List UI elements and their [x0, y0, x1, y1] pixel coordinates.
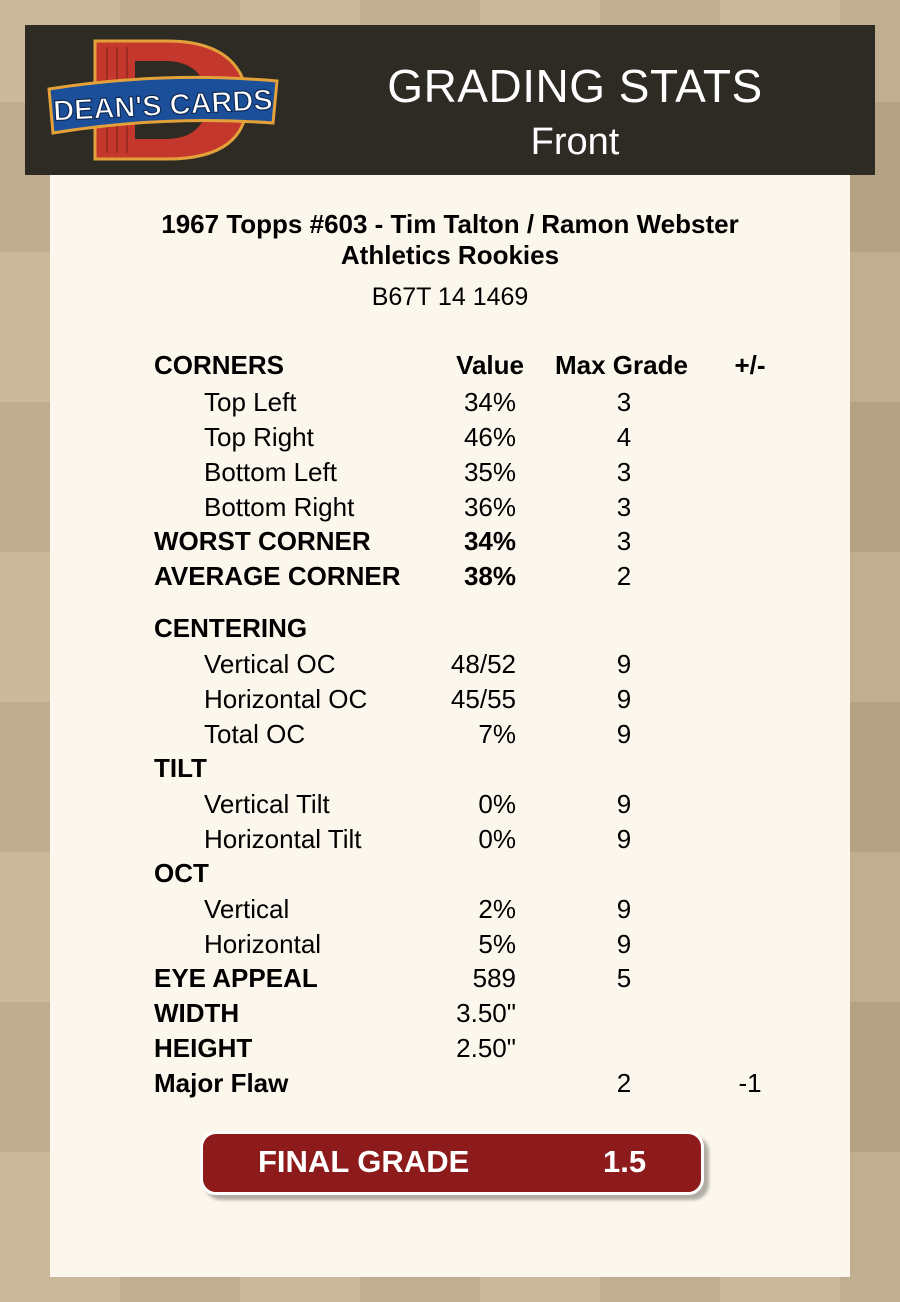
page-title: GRADING STATS: [387, 60, 763, 112]
centering-row-vertical-oc: [50, 647, 850, 681]
row-value: 5%: [478, 929, 516, 959]
row-value: 0%: [478, 824, 516, 854]
row-max-grade: 3: [616, 457, 632, 487]
centering-section-row: [50, 611, 850, 645]
row-max-grade: 5: [616, 963, 632, 993]
row-label: HEIGHT: [154, 1033, 253, 1063]
row-label: Bottom Left: [204, 457, 337, 487]
worst-corner-row: [50, 524, 850, 558]
final-grade-badge: [200, 1131, 704, 1195]
row-label: Horizontal Tilt: [204, 824, 362, 854]
row-max-grade: 9: [616, 684, 632, 714]
oct-row-vertical: [50, 892, 850, 926]
corner-row-top-left: [50, 385, 850, 419]
row-value: 0%: [478, 789, 516, 819]
oct-section-row: [50, 856, 850, 890]
row-label: Bottom Right: [204, 492, 355, 522]
row-value: 38%: [463, 561, 516, 591]
deans-cards-logo: [47, 37, 279, 163]
corner-row-top-right: [50, 420, 850, 454]
eye-appeal-row: [50, 961, 850, 995]
row-value: 2%: [478, 894, 516, 924]
card-code: B67T 14 1469: [371, 283, 529, 311]
centering-section-label: CENTERING: [154, 613, 308, 643]
row-max-grade: 2: [616, 1068, 632, 1098]
card-title-line2: Athletics Rookies: [340, 240, 560, 270]
page-subtitle: Front: [530, 121, 620, 163]
major-flaw-row: [50, 1066, 850, 1100]
tilt-row-horizontal: [50, 822, 850, 856]
average-corner-row: [50, 559, 850, 593]
row-max-grade: 4: [616, 422, 632, 452]
row-label: Top Left: [204, 387, 297, 417]
tilt-section-row: [50, 751, 850, 785]
max-grade-column-header: Max Grade: [555, 350, 688, 380]
header-bar: [25, 25, 875, 175]
row-label: Vertical OC: [204, 649, 336, 679]
row-max-grade: 9: [616, 894, 632, 924]
final-grade-label: FINAL GRADE: [258, 1144, 470, 1179]
row-value: 34%: [463, 526, 516, 556]
tilt-row-vertical: [50, 787, 850, 821]
row-label: Vertical Tilt: [204, 789, 330, 819]
row-label: WORST CORNER: [154, 526, 371, 556]
row-max-grade: 3: [616, 492, 632, 522]
row-label: Top Right: [204, 422, 314, 452]
tilt-section-label: TILT: [154, 753, 207, 783]
row-value: 589: [472, 963, 516, 993]
value-column-header: Value: [456, 350, 524, 380]
stats-header-row: [50, 348, 850, 382]
card-title-line1: 1967 Topps #603 - Tim Talton / Ramon Webster: [161, 209, 739, 239]
row-label: AVERAGE CORNER: [154, 561, 401, 591]
row-label: EYE APPEAL: [154, 963, 318, 993]
row-max-grade: 9: [616, 824, 632, 854]
row-value: 48/52: [450, 649, 516, 679]
centering-row-total-oc: [50, 717, 850, 751]
centering-row-horizontal-oc: [50, 682, 850, 716]
row-value: 35%: [463, 457, 516, 487]
grading-panel: [50, 175, 850, 1277]
plus-minus-column-header: +/-: [734, 350, 766, 380]
row-value: 34%: [463, 387, 516, 417]
row-max-grade: 3: [616, 387, 632, 417]
corners-section-label: CORNERS: [154, 350, 285, 380]
corner-row-bottom-right: [50, 490, 850, 524]
logo-text: DEAN'S CARDS: [52, 84, 274, 128]
row-label: Major Flaw: [154, 1068, 289, 1098]
row-label: Horizontal: [204, 929, 322, 959]
row-label: Total OC: [204, 719, 306, 749]
row-value: 45/55: [450, 684, 516, 714]
row-label: Vertical: [204, 894, 290, 924]
row-max-grade: 9: [616, 649, 632, 679]
row-label: WIDTH: [154, 998, 240, 1028]
final-grade-value: 1.5: [603, 1144, 647, 1179]
row-plus-minus: -1: [738, 1068, 762, 1098]
oct-section-label: OCT: [154, 858, 209, 888]
oct-row-horizontal: [50, 927, 850, 961]
width-row: [50, 996, 850, 1030]
row-label: Horizontal OC: [204, 684, 368, 714]
row-max-grade: 3: [616, 526, 632, 556]
row-max-grade: 2: [616, 561, 632, 591]
row-max-grade: 9: [616, 929, 632, 959]
row-value: 3.50": [456, 998, 516, 1028]
row-value: 36%: [463, 492, 516, 522]
corner-row-bottom-left: [50, 455, 850, 489]
height-row: [50, 1031, 850, 1065]
row-value: 2.50": [456, 1033, 516, 1063]
row-max-grade: 9: [616, 789, 632, 819]
row-max-grade: 9: [616, 719, 632, 749]
row-value: 7%: [478, 719, 516, 749]
row-value: 46%: [463, 422, 516, 452]
